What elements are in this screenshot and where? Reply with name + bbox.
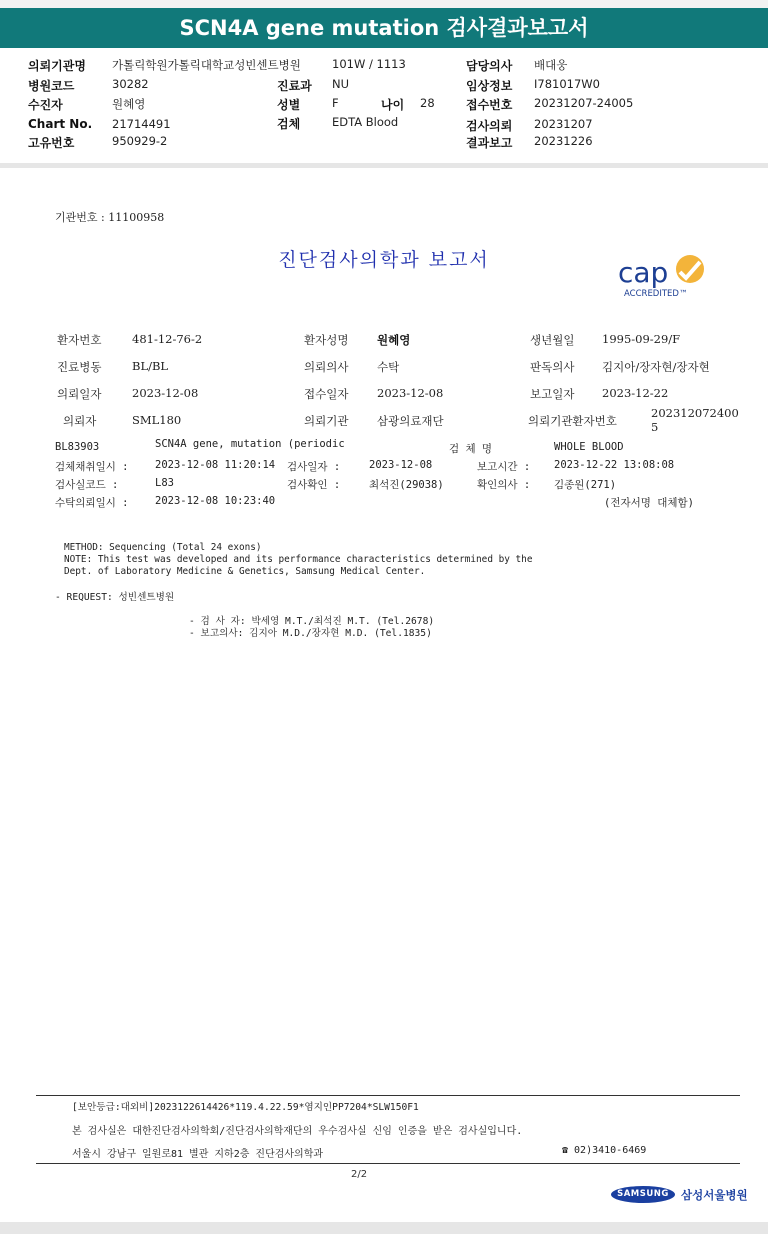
- report-time-label: 보고시간 :: [477, 461, 531, 473]
- department-value: NU: [332, 77, 350, 91]
- unique-no-label: 고유번호: [28, 136, 75, 150]
- reading-doctor-value: 김지아/장자현/장자현: [602, 360, 710, 374]
- verify-label: 검사확인 :: [287, 479, 341, 491]
- reporter-line: - 보고의사: 김지아 M.D./장자현 M.D. (Tel.1835): [189, 628, 432, 639]
- result-report-label: 결과보고: [466, 136, 513, 150]
- request-date-label: 의뢰일자: [57, 387, 102, 401]
- request-date-value: 2023-12-08: [132, 386, 199, 400]
- lab-code-value: L83: [155, 477, 174, 489]
- institution-patient-no-label: 의뢰기관환자번호: [528, 414, 617, 428]
- receipt-no-value: 20231207-24005: [534, 96, 634, 110]
- method-line-2: NOTE: This test was developed and its performance characteristics determined by the: [64, 554, 533, 565]
- age-label: 나이: [381, 98, 405, 112]
- birthdate-value: 1995-09-29/F: [602, 332, 681, 346]
- hospital-logo-text: 삼성서울병원: [681, 1188, 748, 1202]
- samsung-logo: SAMSUNG: [611, 1186, 675, 1203]
- confirm-doctor-value: 김종원(271): [554, 479, 617, 491]
- page-number: 2/2: [351, 1169, 368, 1180]
- request-label: 검사의뢰: [466, 119, 513, 133]
- patient-no-value: 481-12-76-2: [132, 332, 203, 346]
- requesting-doctor-value: 수탁: [377, 360, 400, 374]
- patient-name-value: 원혜영: [377, 333, 411, 347]
- ward-room-value: 101W / 1113: [332, 57, 406, 71]
- specimen-value: EDTA Blood: [332, 115, 399, 129]
- test-date-value: 2023-12-08: [369, 459, 433, 471]
- requesting-institution-label: 의뢰기관: [304, 414, 349, 428]
- ward-value: BL/BL: [132, 359, 169, 373]
- ward-label: 진료병동: [57, 360, 102, 374]
- address-line: 서울시 강남구 일원로81 별관 지하2층 진단검사의학과: [72, 1149, 324, 1160]
- confirm-doctor-label: 확인의사 :: [477, 479, 531, 491]
- footer-bottom-rule: [36, 1163, 740, 1164]
- unique-no-value: 950929-2: [112, 134, 168, 148]
- report-time-value: 2023-12-22 13:08:08: [554, 459, 675, 471]
- test-name: SCN4A gene, mutation (periodic: [155, 438, 345, 450]
- tester-line: - 검 사 자: 박세영 M.T./최석진 M.T. (Tel.2678): [189, 616, 435, 627]
- method-line-3: Dept. of Laboratory Medicine & Genetics, Samsung Medical Center.: [64, 566, 426, 577]
- verify-value: 최석진(29038): [369, 479, 444, 491]
- request-value: 20231207: [534, 117, 593, 131]
- requester-label: 의뢰자: [63, 414, 97, 428]
- reading-doctor-label: 판독의사: [530, 360, 575, 374]
- institution-patient-no-value-cont: 5: [651, 420, 659, 434]
- attending-label: 담당의사: [466, 59, 513, 73]
- cap-logo-graphic: [614, 252, 714, 300]
- receipt-no-label: 접수번호: [466, 98, 513, 112]
- requesting-doctor-label: 의뢰의사: [304, 360, 349, 374]
- report-date-value: 2023-12-22: [602, 386, 669, 400]
- contract-time-value: 2023-12-08 10:23:40: [155, 495, 276, 507]
- cap-logo-word: cap: [618, 256, 669, 289]
- test-code: BL83903: [55, 441, 100, 453]
- chart-no-label: Chart No.: [28, 117, 93, 131]
- requesting-institution-value: 삼광의료재단: [377, 414, 444, 428]
- clinical-info-value: I781017W0: [534, 77, 600, 91]
- receipt-date-label: 접수일자: [304, 387, 349, 401]
- contract-time-label: 수탁의뢰일시 :: [55, 497, 129, 509]
- certification-line: 본 검사실은 대한진단검사의학회/진단검사의학재단의 우수검사실 신임 인증을 받은 검사실입니다.: [72, 1126, 523, 1137]
- department-label: 진료과: [277, 79, 312, 93]
- security-line: [보안등급:대외비]2023122614426*119.4.22.59*염지인PP7204*SLW150F1: [72, 1102, 419, 1113]
- patient-label: 수진자: [28, 98, 63, 112]
- top-strip: [0, 0, 768, 8]
- clinical-info-label: 임상정보: [466, 79, 513, 93]
- specimen-label: 검체: [277, 117, 301, 131]
- ordering-institution-label: 의뢰기관명: [28, 59, 86, 73]
- hospital-code-value: 30282: [112, 77, 149, 91]
- age-value: 28: [420, 96, 435, 110]
- bottom-strip: [0, 1222, 768, 1234]
- patient-value: 원혜영: [112, 97, 146, 111]
- test-date-label: 검사일자 :: [287, 461, 341, 473]
- cap-logo-sub: ACCREDITED™: [624, 289, 688, 299]
- institution-patient-no-value: 202312072400: [651, 406, 739, 420]
- collect-time-value: 2023-12-08 11:20:14: [155, 459, 276, 471]
- header-divider: [0, 163, 768, 168]
- footer-top-rule: [36, 1095, 740, 1096]
- request-line: - REQUEST: 성빈센트병원: [55, 592, 175, 603]
- e-signature-note: (전자서명 대체함): [604, 497, 694, 509]
- sex-label: 성별: [277, 98, 301, 112]
- birthdate-label: 생년월일: [530, 333, 575, 347]
- chart-no-value: 21714491: [112, 117, 171, 131]
- method-line-1: METHOD: Sequencing (Total 24 exons): [64, 542, 262, 553]
- hospital-code-label: 병원코드: [28, 79, 75, 93]
- attending-value: 배대웅: [534, 58, 568, 72]
- lab-code-label: 검사실코드 :: [55, 479, 119, 491]
- sex-value: F: [332, 96, 339, 110]
- patient-name-label: 환자성명: [304, 333, 349, 347]
- report-title-bar: SCN4A gene mutation 검사결과보고서: [0, 8, 768, 48]
- phone-line: ☎ 02)3410-6469: [562, 1145, 647, 1156]
- collect-time-label: 검체채취일시 :: [55, 461, 129, 473]
- specimen-name-value: WHOLE BLOOD: [554, 441, 624, 453]
- report-heading: 진단검사의학과 보고서: [278, 249, 490, 271]
- receipt-date-value: 2023-12-08: [377, 386, 444, 400]
- report-date-label: 보고일자: [530, 387, 575, 401]
- institution-number: 기관번호 : 11100958: [55, 211, 165, 224]
- ordering-institution-value: 가톨릭학원가톨릭대학교성빈센트병원: [112, 58, 301, 72]
- requester-value: SML180: [132, 413, 182, 427]
- patient-no-label: 환자번호: [57, 333, 102, 347]
- result-report-value: 20231226: [534, 134, 593, 148]
- cap-accredited-logo: [614, 252, 714, 300]
- specimen-name-label: 검 체 명: [449, 443, 493, 455]
